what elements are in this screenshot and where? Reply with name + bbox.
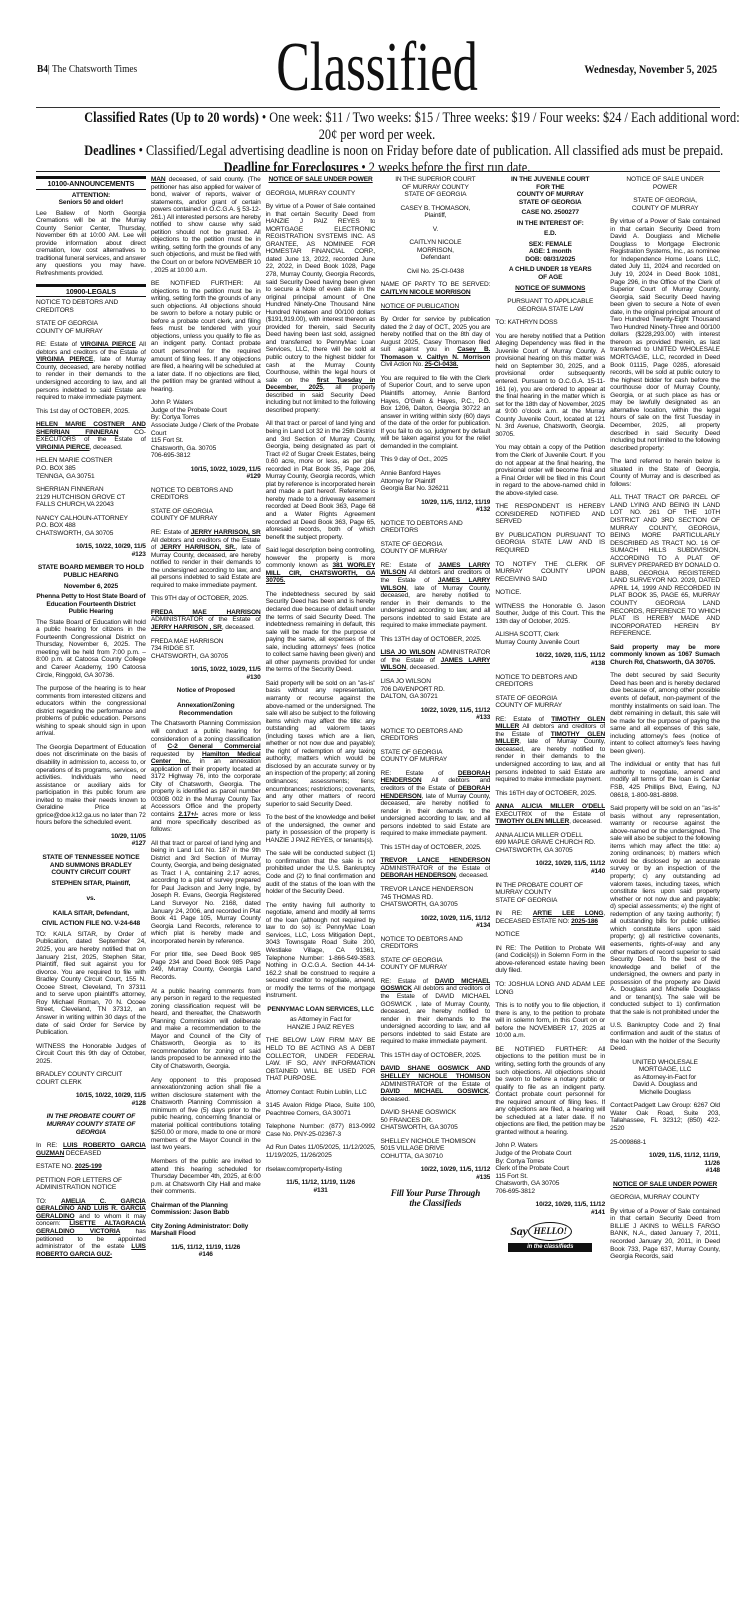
address-lines: TO: KATHRYN DOSS [495, 319, 558, 327]
notice-paragraph: This 13TH day of OCTOBER, 2025. [380, 635, 482, 643]
address-lines: NOTICE [495, 931, 520, 939]
notice-paragraph: THE RESPONDENT IS HEREBY CONSIDERED NOTIFIED AND SERVED [495, 503, 606, 526]
notice-paragraph: WITNESS the Honorable Judges of Circuit Court this 9th day of October, 2025. [36, 1042, 146, 1065]
address-lines: STATE OF GEORGIA COUNTY OF MURRAY [150, 507, 218, 523]
bold-name: TIMOTHY GLEN MILLER [495, 818, 570, 826]
bold-name: 25-CI-0438. [424, 361, 459, 369]
notice-paragraph: The entity having full authority to negotiate, amend and modify all terms of the loan (although not required by law to do so) is: PennyMac Loan Services, LLC, Loss Mitigation Dept., 3043 Townsgate Road Suite 200, Westlake Village, CA 91361, Telephone Number: 1-866-549-3583. Nothing in O.C.G.A. Section 44-14-162.2 shall be construed to require a secured creditor to negotiate, amend, or modify the terms of the mortgage instrument. [265, 901, 376, 1000]
rates-banner [20, 110, 740, 176]
address-lines: SHERRIAN FINNERAN 2129 HUTCHISON GROVE CT FALLS CHURCH,VA 22043 [36, 486, 126, 509]
address-lines: STATE OF GEORGIA COUNTY OF MURRAY [36, 320, 103, 335]
notice-heading: STEPHEN SITAR, Plaintiff, vs. KAILA SITAR, Defendant, [51, 879, 131, 917]
notice-paragraph: 3145 Avalon Ridge Place, Suite 100, Peachtree Corners, GA 30071 [265, 1102, 376, 1117]
centered-text: Civil No. 25-CI-0438 [406, 267, 464, 275]
run-dates: 10/22, 10/29, 11/5, 11/12 #134 [420, 914, 491, 930]
address-lines: BRADLEY COUNTY CIRCUIT COURT CLERK [36, 1071, 123, 1086]
notice-heading: NOTICE OF SUMMONS [515, 284, 586, 292]
text-run: acres more or less and more specifically described as follows: [150, 811, 261, 834]
notice-paragraph [36, 421, 146, 451]
text-run: , late of Murray County, deceased, are hereby notified to render in their demands to the undersigned according to law, and all persons indebted to said Estate are required to make immediate payment. [495, 738, 606, 784]
text-run: , DECEASED ESTATE NO: [495, 910, 606, 925]
column-3 [266, 176, 376, 1597]
notice-paragraph: The Georgia Department of Education does not discriminate on the basis of disability in admission to, access to, or operations of its programs, services, or activities. Individuals who need assistance or auxiliary aids for participation in this public forum are invited to make their needs known to Geraldine Price at gprice@doe.k12.ga.us no later than 72 hours before the scheduled event. [36, 743, 146, 827]
address-lines: NOTICE TO DEBTORS AND CREDITORS [36, 299, 119, 314]
notice-paragraph: This 1st day of OCTOBER, 2025. [36, 407, 130, 415]
notice-paragraph: Said property may be more commonly known as 1067 Sumach Church Rd, Chatsworth, GA 30705. [610, 643, 720, 666]
notice-heading: ATTENTION: Seniors 50 and older! [58, 191, 124, 207]
address-lines: 25-009868-1 [610, 1138, 647, 1146]
deadlines-text: • Classified/Legal advertising deadline is noon on Friday before date of publication. All classified ads must be prepaid. [135, 143, 724, 159]
bold-name: VIRGINIA PIERCE [36, 356, 94, 364]
text-run: ESTATE NO. [36, 1163, 75, 1171]
text-run: , late of Murray County, deceased, are hereby notified to render in their demands to the undersigned according to law, and all persons indebted to said Estate are required to make immediate payment. [150, 544, 261, 589]
page-number: B4 [37, 63, 48, 75]
notice-paragraph: The debt secured by said Security Deed has been and is hereby declared due because of, among other possible events of default, non-payment of the monthly installments on said loan. The debt remaining in default, this sale will be made for the purpose of paying the same and all expenses of this sale, including attorney's fees (notice of intent to collect attorney's fees having been given). [610, 672, 720, 755]
notice-paragraph [36, 1163, 146, 1171]
notice-paragraph [380, 857, 490, 880]
bold-name: ANNA ALICIA MILLER O'DELL [495, 803, 606, 811]
notice-paragraph: BY PUBLICATION PURSUANT TO GEORGIA STATE LAW AND IS REQUIRED [495, 531, 606, 554]
text-run: RE: Estate of [36, 341, 81, 349]
notice-paragraph: This 9TH day of OCTOBER, 2025. [150, 595, 249, 603]
bold-name: C-2 General Commercial [167, 743, 261, 751]
text-run: All debtors and creditors of the Estate of DAVID MICHAEL GOSWICK , late of Murray County, deceased, are hereby notified to render in their demands to the undersigned according to law, and all persons indebted to said Estate are required to make immediate payment. [380, 985, 491, 1046]
notice-paragraph [495, 716, 605, 784]
bold-name: DEBORAH HENDERSON [380, 785, 491, 800]
notice-paragraph [151, 176, 261, 274]
text-run: ADMINISTRATOR of the Estate of [380, 1080, 491, 1088]
run-dates: 10/29, 11/5, 11/12, 11/19 #132 [421, 498, 491, 514]
run-dates: 10/22, 10/29, 11/5, 11/12 #133 [420, 706, 491, 722]
notice-heading: IN THE INTEREST OF: [516, 219, 584, 227]
text-run: RE: Estate of [380, 769, 458, 777]
text-run: EXECUTRIX of the Estate of [495, 810, 606, 818]
notice-paragraph [380, 649, 490, 672]
notice-paragraph: THE BELOW LAW FIRM MAY BE HELD TO BE ACTING AS A DEBT COLLECTOR, UNDER FEDERAL LAW. IF SO, ANY INFORMATION OBTAINED WILL BE USED FOR THAT PURPOSE. [265, 1037, 376, 1083]
notice-paragraph: WITNESS the Honorable G. Jason Souther, Judge of this Court. This the 13th day of October, 2025. [495, 602, 606, 625]
text-run: Said legal description being controlling, however the property is more commonly known as [265, 547, 376, 570]
bold-name: LISA JO WILSON [380, 649, 436, 657]
rates-label: Classified Rates (Up to 20 words) [84, 110, 259, 126]
text-run: , late of Murray County, deceased, are hereby notified to render in their demands to the undersigned according to law, and all persons indebted to said Estate are required to make immediate payment. [380, 792, 491, 838]
promo-ad-purse: Fill Your Purse Through the Classifieds [390, 1187, 481, 1208]
text-run: ADMINISTRATOR of the Estate of [380, 649, 491, 664]
address-lines: ANNA ALICIA MILLER O'DELL 699 MAPLE GRAVE CHURCH RD. CHATSWORTH, GA 30705 [495, 831, 596, 854]
centered-text: STATE OF GEORGIA, COUNTY OF MURRAY [631, 197, 699, 212]
run-dates: 10/29, 11/05 #127 [110, 832, 146, 848]
notice-paragraph: The purpose of the hearing is to hear comments from interested citizens and educators within the congressional district regarding the performance and problems of public education. Persons wishing to speak should sign in upon arrival. [36, 685, 146, 738]
notice-paragraph [36, 1142, 146, 1157]
notice-paragraph [266, 203, 376, 414]
address-lines: STATE OF GEORGIA COUNTY OF MURRAY [380, 540, 448, 556]
bold-name: DAVID MICHAEL GOSWICK [380, 977, 491, 993]
signature-line: City Zoning Administrator: Dolly Marshall Flood [150, 1222, 249, 1238]
text-run: , late of Murray County, deceased, are hereby notified to render in their demands to the undersigned according to law, and all persons indebted to said Estate are required to make immediate payment. [36, 356, 146, 402]
run-dates: 10/22, 10/29, 11/5, 11/12 #141 [535, 1201, 606, 1216]
centered-text: as Attorney in Fact for HANZIE J PAIZ REYES [286, 1016, 355, 1031]
bold-name: TREVOR LANCE HENDERSON [380, 857, 491, 865]
text-run: IN RE: [495, 910, 533, 918]
text-run: RE: Estate of [495, 715, 552, 723]
run-dates: 11/5, 11/12, 11/19, 11/26 #146 [171, 1243, 241, 1259]
text-run: TO: [36, 1197, 61, 1205]
text-run: , all property described in said Security Deed including but not limited to the following described property: [265, 384, 376, 414]
address-lines: NANCY CALHOUN-ATTORNEY P.O. BOX 488 CHATSWORTH, GA 30705 [36, 514, 128, 537]
notice-paragraph: By virtue of a Power of Sale contained in that certain Security Deed from BILLIE J AKINS to WELLS FARGO BANK, N.A., dated January 7, 2011, recorded January 20, 2011, in Deed Book 733, Page 637, Murray County, Georgia Records, said [610, 1207, 720, 1261]
notice-paragraph [380, 562, 490, 630]
notice-paragraph: Lee Ballew of North Georgia Cremations will be at the Murray County Senior Center, Thursday, November 6th at 10:00 AM. Lee will provide information about direct cremation, low cost alternatives to traditional funeral services, and answer any questions you may have. Refreshments provided. [36, 209, 146, 278]
text-run: By Order for service by publication dated the 2 day of OCT., 2025 you are hereby notified that on the 8th day of August 2025, Casey Thomason filed suit against you in [380, 316, 491, 354]
text-run: NAME OF PARTY TO BE SERVED: [380, 281, 491, 289]
notice-heading: PENNYMAC LOAN SERVICES, LLC [267, 1005, 374, 1013]
address-lines: NOTICE TO DEBTORS AND CREDITORS [150, 486, 233, 502]
text-run: RE: Estate of [380, 977, 435, 985]
rates-text: • One week: $11 / Two weeks: $15 / Three weeks: $19 / Four weeks: $24 / Each additional word: [258, 110, 740, 126]
text-run: , late of Murray County, deceased, are hereby notified to render in their demands to the undersigned according to law, and all persons indebted to said Estate are required to make immediate payment. [380, 584, 491, 630]
notice-paragraph [380, 770, 490, 838]
text-run: , deceased. [455, 872, 489, 880]
notice-paragraph: The indebtedness secured by said Security Deed has been and is hereby declared due because of default under the terms of said Security Deed. The indebtedness remaining in default, this sale will be made for the purpose of paying the same, all expenses of the sale, including attorneys' fees (notice to collect same having been given) and all other payments provided for under the terms of the Security Deed. [265, 590, 376, 674]
run-dates: 10/15, 10/22, 10/29, 11/5 #130 [190, 666, 261, 681]
newspaper-name: The Chatsworth Times [51, 63, 138, 75]
text-run: ADMINISTRATOR of the Estate of [380, 864, 491, 872]
run-dates: 10/15, 10/22, 10/29, 11/5 #129 [190, 465, 261, 481]
text-run: Civil Action No. [380, 361, 425, 369]
notice-paragraph: TO NOTIFY THE CLERK OF MURRAY COUNTY UPON RECEIVING SAID [495, 560, 606, 583]
column-2 [151, 176, 261, 1597]
bold-name: 2025-186 [571, 917, 598, 925]
notice-heading: IN THE PROBATE COURT OF MURRAY COUNTY STATE OF GEORGIA [46, 1113, 136, 1136]
bold-name: JAMES LARRY WILSON [380, 561, 491, 577]
notice-paragraph: IN RE: The Petition to Probate Will (and Codicil(s)) in Solemn Form in the above-referenced estate having been duly filed. [495, 944, 606, 975]
column-5 [495, 176, 605, 1597]
address-lines: SHELLEY NICHOLE THOMISON 5015 VILLAGE DRIVE COHUTTA, GA 30710 [380, 1137, 476, 1160]
signature-line: Chairman of the Planning Commission: Jason Babb [150, 1201, 230, 1217]
notice-heading: E.D. [544, 230, 557, 238]
notice-heading: CIVIL ACTION FILE NO. V-24-648 [41, 920, 141, 928]
notice-paragraph [151, 720, 261, 833]
address-lines: DAVID SHANE GOSWICK 50 FRANCES DR. CHATSWORTH, GA 30705 [380, 1109, 458, 1132]
bold-name: 381 WORLEY MILL CIR, CHATSWORTH, GA 30705. [265, 562, 376, 585]
notice-paragraph: For prior title, see Deed Book 985 Page 234 and Deed Book 985 Page 249, Murray County, Georgia Land Records. [150, 951, 261, 981]
notice-paragraph: At a public hearing comments from any person in regard to the requested zoning classification request will be heard, and thereafter, the Chatsworth Planning Commission will deliberate and make a recommendation to the Mayor and Council of the City of Chatsworth, Georgia as to its recommendation for zoning of said lands proposed to be annexed into the City of Chatsworth, Georgia. [150, 987, 261, 1070]
foreclosure-label: Deadline for Foreclosures [223, 159, 359, 176]
page-folio: B4| The Chatsworth Times [37, 63, 138, 75]
notice-paragraph: Said property will be sold on an "as-is" basis without any representation, warranty or recourse against the above-named or the undersigned. The sale will also be subject to the following items which may affect the title: a) zoning ordinances; b) matters which would be disclosed by an accurate survey or by an inspection of the property; c) any outstanding ad valorem taxes, including taxes, which constitute liens upon said property whether or not now due and payable; d) special assessments; e) the right of redemption of any taxing authority; f) all outstanding bills for public utilities which constitute liens upon said property; g) all restrictive covenants, easements, rights-of-way and any other matters of record superior to said Security Deed. To the best of the knowledge and belief of the undersigned, the owners and party in possession of the property are David A. Douglass and Michelle Douglass and or tenant(s). The sale will be conducted subject to 1) confirmation that the sale is not prohibited under the [610, 805, 720, 1016]
text-run: All debtors and creditors of the Estate of [380, 569, 491, 584]
address-lines: GEORGIA, MURRAY COUNTY [265, 189, 356, 197]
bold-name: JERRY HARRISON , SR [150, 623, 222, 631]
foreclosure-line [84, 160, 669, 177]
notice-paragraph: All that tract or parcel of land lying and being in Land Lot No. 187 in the 9th District and 3rd Section of Murray County, Georgia, and being designated as Tract I A, containing 2.17 acres, according to a plat of survey prepared for Paul Jackson and Jerry Ingle, by Joseph R. Evans, Georgia Registered Land Surveyor No. 2168, dated January 24, 2006, and recorded in Plat Book 41 Page 105, Murray County Georgia Land Records, reference to which plat is hereby made and incorporated herein by reference. [150, 839, 261, 945]
notice-paragraph: This is to notify you to file objection, if there is any, to the petition to probate will in solemn form, in this Court on or before the NOVEMBER 17, 2025 at 10:00 a.m. [495, 1002, 606, 1040]
address-lines: ALISHA SCOTT, Clerk Murray County Juvenile Court [495, 631, 580, 646]
centered-text: V. [432, 225, 439, 233]
notice-heading: A CHILD UNDER 18 YEARS OF AGE [508, 266, 592, 282]
bold-name: Hamilton Medical Center Inc. [150, 750, 261, 766]
text-run: In RE: [36, 1142, 63, 1150]
notice-paragraph: Said property will be sold on an "as-is" basis without any representation, warranty or recourse against the above-named or the undersigned. The sale will also be subject to the following items which may affect the title: any outstanding ad valorem taxes (including taxes which are a lien, whether or not now due and payable); the right of redemption of any taxing authority; matters which would be disclosed by an accurate survey or by an inspection of the property; all zoning ordinances; assessments; liens; encumbrances; restrictions; covenants, and any other matters of record superior to said Security Deed. [265, 679, 376, 808]
notice-paragraph: Members of the public are invited to attend this hearing scheduled for Thursday December 4th, 2025, at 6:00 p.m. at Chatsworth City Hall and make their comments. [150, 1157, 261, 1196]
notice-paragraph: You are hereby notified that a Petition Alleging Dependency was filed in the Juvenile Court of Murray County. A provisional hearing on this matter was held on September 30, 2025, and a provisional order subsequently entered. Pursuant to O.C.G.A. 15-11-161 (e), you are ordered to appear at the final hearing in the matter which is set for the 18th day of November, 2025 at 9:00 o'clock a.m. at the Murray County Juvenile Court, located at 121 N. 3rd Avenue, Chatsworth, Georgia. 30705. [495, 332, 606, 438]
text-run: The Chatsworth Planning Commission will conduct a public hearing for consideration of a zoning classification of [150, 720, 261, 751]
address-lines: STATE OF GEORGIA COUNTY OF MURRAY [380, 956, 448, 972]
deadlines-line [84, 143, 724, 160]
notice-subheading: NOTICE OF PUBLICATION [380, 302, 460, 310]
notice-paragraph [380, 281, 490, 296]
notice-heading: CASE NO. 2500277 [521, 209, 579, 217]
notice-paragraph: TO: KAILA SITAR, by Order of Publication, dated September 24, 2025, you are hereby notified that on January 21st, 2025, Stephen Sitar, Plaintiff, filed suit against you for divorce. You are required to file with Bradley County Circuit Court, 155 N. Ocoee Street, Cleveland, Tn 37311 and to serve upon plaintiff's attorney, Roy Michael Roman, 70 N. Ocoee Street, Cleveland, TN 37312, an Answer in writing within 30 days of the date of said Order for Service by Publication. [36, 930, 146, 1037]
run-dates: 11/5, 11/12, 11/19, 11/26 #131 [286, 1179, 355, 1194]
notice-heading: STATE OF TENNESSEE NOTICE AND SUMMONS BRADLEY COUNTY CIRCUIT COURT [42, 854, 140, 877]
notice-heading: IN THE JUVENILE COURT FOR THE COUNTY OF MURRAY STATE OF GEORGIA [511, 176, 590, 206]
bold-name: TIMOTHY GLEN MILLER [495, 730, 606, 746]
notice-paragraph: BE NOTIFIED FURTHER: All objections to the petition must be in writing, setting forth the grounds of any such objections. All objections should be sworn to before a notary public or qualify to file as an indigent party. Contact probate court personnel for the required amount of filing fees. If any objections are filed, a hearing will be scheduled at a later date. If no objections are filed, the petition may be granted without a hearing. [495, 1045, 606, 1136]
bold-name: 2.17+/- [178, 811, 199, 819]
text-run: and to whom it may concern: [36, 1212, 146, 1228]
notice-paragraph: BE NOTIFIED FURTHER: All objections to the petition must be in writing, setting forth the grounds of any such objections. All objections should be sworn to before a notary public or before a probate court clerk, and filing fees must be tendered with your objections, unless you qualify to file as an indigent party. Contact probate court personnel for the required amount of filing fees. If any objections are filed, a hearing will be scheduled at a later date. If no objections are filed, the petition may be granted without a hearing. [150, 280, 261, 393]
bold-name: first Tuesday in December, 2025 [265, 376, 376, 392]
notice-paragraph [151, 609, 261, 632]
notice-paragraph: TO: JOSHUA LONG AND ADAM LEE LONG [495, 981, 606, 996]
notice-paragraph: This 9 day of Oct., 2025 [380, 456, 448, 464]
address-lines: PETITION FOR LETTERS OF ADMINISTRATION NOTICE [36, 1176, 122, 1192]
notice-paragraph: The land referred to herein below is situated in the State of Georgia, County of Murray and is described as follows: [610, 458, 720, 488]
address-lines: NOTICE TO DEBTORS AND CREDITORS [380, 935, 463, 951]
bold-name: JERRY HARRISON, SR. [160, 544, 236, 552]
text-run: has petitioned to be appointed administrator of the estate [36, 1227, 146, 1251]
address-lines: STATE OF GEORGIA COUNTY OF MURRAY [495, 694, 563, 710]
notice-paragraph [380, 1065, 490, 1103]
notice-paragraph [495, 910, 605, 925]
notice-heading: Notice of Proposed Annexation/Zoning Recommendation [176, 687, 235, 717]
notice-heading: SEX: FEMALE AGE: 1 month DOB: 08/31/2025 [525, 240, 576, 263]
section-header: 10900-LEGALS [36, 284, 146, 298]
bold-name: DAVID SHANE GOSWICK AND SHELLEY NICHOLE THOMISON [380, 1065, 491, 1080]
notice-paragraph [380, 316, 490, 369]
address-lines: NOTICE TO DEBTORS AND CREDITORS [495, 673, 578, 689]
notice-paragraph: To the best of the knowledge and belief of the undersigned, the owner and party in possession of the property is HANZIE J PAIZ REYES, or tenants(s). [265, 814, 376, 844]
say-text: Say [510, 1224, 528, 1239]
notice-paragraph: The sale will be conducted subject (1) to confirmation that the sale is not prohibited under the U.S. Bankruptcy Code and (2) to final confirmation and audit of the status of the loan with the holder of the Security Deed. [265, 850, 376, 896]
notice-paragraph: ALL THAT TRACT OR PARCEL OF LAND LYING AND BEING IN LAND LOT NO. 261 OF THE 10TH DISTRICT AND 3RD SECTION OF MURRAY COUNTY, GEORGIA, BEING MORE PARTICULARLY DESCRIBED AS TRACT NO. 16 OF SUMACH HILLS SUBDIVISION, ACCORDING TO A PLAT OF SURVEY PREPARED BY DONALD O. BABB, GEORGIA REGISTERED LAND SURVEYOR NO. 2029, DATED APRIL 14, 1999 AND RECORDED IN PLAT BOOK 35, PAGE 65, MURRAY COUNTY GEORGIA LAND RECORDS, REFERENCE TO WHICH PLAT IS HEREBY MADE AND INCORPORATED HEREIN BY REFERENCE. [610, 494, 720, 638]
text-run: CO-EXECUTORS of the Estate of [36, 428, 146, 444]
hello-bubble: HELLO! [528, 1222, 572, 1241]
bold-name: DAVID MICHAEL GOSWICK [380, 1088, 489, 1096]
bold-name: ARTIE LEE LONG [532, 910, 604, 918]
notice-paragraph: Telephone Number: (877) 813-0992 Case No. PNY-25-02367-3 [265, 1123, 376, 1138]
text-run: , deceased. [380, 1088, 491, 1103]
bold-name: VIRGINIA PIERCE [36, 443, 90, 451]
run-dates: 10/22, 10/29, 11/5, 11/12 #140 [535, 860, 606, 876]
bold-name: AMELIA C. GARCIA GERALDINO AND LUIS R. GARCIA GERALDINO [36, 1197, 146, 1220]
bold-name: JAMES LARRY WILSON [380, 656, 491, 672]
address-lines: IN THE PROBATE COURT OF MURRAY COUNTY STATE OF GEORGIA [495, 881, 583, 904]
notice-heading: STATE BOARD MEMBER TO HOLD PUBLIC HEARING [37, 564, 144, 579]
run-dates: 10/15, 10/22, 10/29, 11/5 #128 [75, 1092, 146, 1107]
centered-text: CAITLYN NICOLE MORRISON, Defendant [409, 239, 462, 262]
text-run: , deceased. [89, 443, 123, 451]
address-lines: rlselaw.com/property-listing [265, 1165, 342, 1173]
bold-name: FREDA MAE HARRISON [150, 608, 261, 616]
bold-name: DEBORAH HENDERSON [380, 769, 491, 785]
address-lines: John P. Waters Judge of the Probate Court By: Cortya Torres Clerk of the Probate Court 115 Fort St. Chatsworth, GA 30705 706-695-3812 [495, 1142, 572, 1195]
text-run: All debtors and creditors of the Estate of [495, 723, 606, 738]
centered-text: PURSUANT TO APPLICABLE GEORGIA STATE LAW [507, 298, 594, 313]
notice-paragraph [36, 1198, 146, 1258]
bold-name: 2025-199 [74, 1163, 102, 1171]
header-divider [36, 107, 720, 108]
notice-paragraph: NOTICE. [495, 589, 522, 597]
bold-name: HELEN MARIE COSTNER AND SHERRIAN FINNERAN [36, 421, 146, 436]
text-run: RE: Estate of [380, 561, 439, 569]
text-run: All debtors and creditors of the Estate of [380, 777, 491, 792]
text-run: , deceased. [221, 623, 255, 631]
bold-name: JERRY HARRISON, SR [190, 528, 261, 536]
address-lines: NOTICE TO DEBTORS AND CREDITORS [380, 727, 463, 743]
notice-paragraph: Contact:Padgett Law Group: 6267 Old Water Oak Road, Suite 203, Tallahassee, FL 32312; (850) 422-2520 [610, 1102, 720, 1132]
bold-name: LUIS ROBERTO GARCIA GUZ- [36, 1243, 146, 1258]
column-4 [380, 176, 490, 1597]
notice-heading: NOTICE OF SALE UNDER POWER [268, 176, 373, 183]
classified-columns [36, 176, 720, 1597]
section-title: Classified [276, 29, 478, 106]
promo-ad-hello [508, 1222, 592, 1252]
deadlines-label: Deadlines [84, 143, 136, 159]
run-dates: 10/22, 10/29, 11/5, 11/12 #135 [420, 1166, 491, 1181]
centered-text: IN THE SUPERIOR COURT OF MURRAY COUNTY STATE OF GEORGIA [395, 176, 476, 199]
notice-heading: NOTICE OF SALE UNDER POWER [612, 1180, 718, 1188]
notice-heading: November 6, 2025 [63, 582, 118, 590]
notice-paragraph: All that tract or parcel of land lying and being in Land Lot 32 in the 25th District and 3rd Section of Murray County, Georgia, being designated as part of Tract #2 of Sugar Creek Estates, being 0.60 acre, more or less, as per plat recorded in Plat Book 35, Page 206, Murray County, Georgia records, which plat by reference is incorporated herein and made a part hereof. Reference is hereby made to a driveway easement recorded at Deed Book 363, Page 68 and a Water Rights Agreement recorded at Deed Book 363, Page 65, aforesaid records, both of which benefit the subject property. [265, 420, 376, 541]
address-lines: John P. Waters Judge of the Probate Court By: Cortya Torres Associate Judge / Clerk of the Probate Court 115 Fort St. Chatsworth, Ga. 30705 706-695-3812 [150, 399, 259, 460]
notice-paragraph: This 16TH day of OCTOBER, 2025. [495, 789, 597, 797]
bold-name: DEBORAH HENDERSON [380, 872, 456, 880]
notice-paragraph: This 15TH day of OCTOBER, 2025. [380, 843, 482, 851]
text-run: in an annexation application of their property located at 3172 Highway 76, into the corporate City of Chatsworth, Georgia. The property is identified as parcel number 0030B 002 in the Murray County Tax Accessors Office and the property contains [150, 758, 261, 819]
address-lines: STATE OF GEORGIA COUNTY OF MURRAY [380, 748, 448, 764]
bold-name: MAN [150, 176, 166, 183]
notice-paragraph: You are required to file with the Clerk of Superior Court, and to serve upon Plaintiffs attorney, Annie Banford Hayes, O'Gwin & Hayes, P.C., P.O. Box 1206, Dalton, Georgia 30722 an answer in writing within sixty (60) days of the date of the order for publication. If you fail to do so, judgment by default will be taken against you for the relief demanded in the complaint. [380, 374, 491, 450]
notice-paragraph: U.S. Bankruptcy Code and 2) final confirmation and audit of the status of the loan with the holder of the Security Deed. [610, 1022, 720, 1053]
bold-name: TIMOTHY GLEN MILLER [495, 715, 606, 731]
bold-name: Casey B. Thomason v. Caitlyn N. Morrison [380, 346, 491, 361]
section-header: 10100-ANNOUNCEMENTS [36, 176, 146, 190]
run-dates: 10/15, 10/22, 10/29, 11/5 #123 [75, 543, 146, 558]
notice-paragraph: Attorney Contact: Rubin Lublin, LLC [265, 1088, 367, 1096]
column-1 [36, 176, 146, 1597]
bold-name: LISETTE ALTAGRACIA GERALDINO VICTORIA [36, 1220, 146, 1235]
text-run: All debtors and creditors of the Estate of [36, 341, 146, 356]
foreclosure-text: • 2 weeks before the first run date. [358, 159, 531, 176]
notice-paragraph: The State Board of Education will hold a public hearing for citizens in the Fourteenth Congressional District on Thursday, November 6, 2025. The meeting will be held from 7:00 p.m. – 8:00 p.m. at Catoosa County College and Career Academy, 190 Catoosa Circle, Ringgold, GA 30736. [36, 618, 146, 679]
bold-name: JAMES LARRY WILSON [380, 576, 491, 592]
address-lines: FREDA MAE HARRISON 734 RIDGE ST. CHATSWORTH, GA 30705 [150, 637, 229, 660]
bold-name: LUIS ROBERTO GARCIA GUZMAN [36, 1142, 146, 1157]
notice-paragraph: By virtue of a Power of Sale contained in that certain Security Deed from David A. Douglass and Michelle Douglass to Mortgage Electronic Registration Systems, Inc., as nominee for Independence Home Loans LLC, dated July 11, 2024 and recorded on July 19, 2024 in Deed Book 1081, Page 296, in the Office of the Clerk of Superior Court of Murray County, Georgia, said Security Deed having been given to secure a Note of even date, in the original principal amount of Two Hundred Twenty-Eight Thousand Two Hundred Ninety-Three and 00/100 dollars ($228,293.00) with interest thereon as provided therein, as last transferred to UNITED WHOLESALE MORTGAGE, LLC, recorded in Deed Book 01115, Page 0285, aforesaid records, will be sold at public outcry to the highest bidder for cash before the courthouse door of Murray County, Georgia, or at such place as has or may be lawfully designated as an alternative location, within the legal hours of sale on the first Tuesday in December, 2025, all property described in said Security Deed including but not limited to the following described property: [610, 218, 720, 452]
notice-heading: Phenna Petty to Host State Board of Education Fourteenth District Public Hearing [36, 593, 146, 616]
notice-paragraph: You may obtain a copy of the Petition from the Clerk of Juvenile Court. If you do not appear at the final hearing, the provisional order will become final and a Final Order will be filed in this Court in regard to the above-named child in the above-styled case. [495, 444, 606, 497]
classifieds-bar: in the classifieds [508, 1243, 592, 1252]
address-lines: TREVOR LANCE HENDERSON 745 THOMAS RD. CHATSWORTH, GA 30705 [380, 886, 474, 909]
notice-paragraph: This 15TH day of OCTOBER, 2025. [380, 1051, 482, 1059]
text-run: , deceased. [569, 818, 602, 826]
text-run: deceased, of said county. (The petitioner has also applied for waiver of bond, waiver of reports, waiver of statements, and/or grant of certain powers contained in O.C.G.A. § 53-12-261.) All interested persons are hereby notified to show cause why said petition should not be granted. All objections to the petition must be in writing, setting forth the grounds of any such objections, and must be filed with the Court on or before NOVEMBER 10 , 2025 at 10:00 a.m. [150, 176, 261, 274]
notice-paragraph [36, 341, 146, 401]
text-run: RE: Estate of [150, 528, 191, 536]
text-run: All debtors and creditors of the Estate of [150, 536, 261, 552]
notice-paragraph [266, 547, 376, 585]
notice-paragraph [495, 803, 605, 826]
address-lines: LISA JO WILSON 706 DAVENPORT RD. DALTON, GA 30721 [380, 677, 445, 701]
notice-paragraph: Any opponent to this proposed annexation/zoning action shall file a written disclosure statement with the Chatsworth Planning Commission a minimum of five (5) days prior to the public hearing, concerning financial or material political contributions totaling $250.00 or more, made to one or more members of the Mayor Council in the last two years. [150, 1076, 261, 1152]
notice-paragraph: The individual or entity that has full authority to negotiate, amend and modify all terms of the loan is Cenlar FSB, 425 Phillips Blvd, Ewing, NJ 08618, 1-800-981-8898. [610, 761, 720, 799]
centered-text: UNITED WHOLESALE MORTGAGE, LLC as Attorney-in-Fact for David A. Douglass and Michelle Douglass [632, 1058, 698, 1096]
column-6 [610, 176, 720, 1597]
address-lines: GEORGIA, MURRAY COUNTY [610, 1194, 700, 1202]
run-dates: 10/29, 11/5, 11/12, 11/19, 11/26 #148 [649, 1152, 720, 1175]
notice-paragraph [151, 529, 261, 589]
address-lines: NOTICE TO DEBTORS AND CREDITORS [380, 519, 463, 535]
address-lines: Annie Banford Hayes Attorney for Plaintiff Georgia Bar No. 326211 [380, 469, 449, 493]
text-run: requested by [150, 750, 202, 758]
columns-divider [36, 171, 720, 172]
run-dates: 10/22, 10/29, 11/5, 11/12 #138 [535, 652, 606, 667]
notice-paragraph: Ad Run Dates 11/05/2025, 11/12/2025, 11/19/2025, 11/26/2025 [265, 1144, 376, 1159]
address-lines: HELEN MARIE COSTNER P.O. BOX 385 TENNGA, GA 30751 [36, 457, 113, 480]
centered-text: NOTICE OF SALE UNDER POWER [626, 176, 704, 191]
centered-text: CASEY B. THOMASON, Plaintiff, [400, 204, 471, 220]
rates-line [84, 110, 740, 127]
text-run: ADMINISTRATOR of the Estate of [150, 616, 261, 624]
rates-text-continued: 20¢ per word per week. [318, 126, 436, 143]
text-run: , deceased. [406, 664, 439, 672]
notice-paragraph [380, 978, 490, 1046]
text-run: By virtue of a Power of Sale contained in that certain Security Deed from HANZIE J PAIZ REYES to MORTGAGE ELECTRONIC REGISTRATION SYSTEMS INC. AS GRANTEE, AS NOMINEE FOR HOMESTAR FINANCIAL CORP., dated June 13, 2022, recorded June 22, 2022, in Deed Book 1028, Page 278, Murray County, Georgia Records, said Security Deed having been given to secure a Note of even date in the original principal amount of One Hundred Ninety-One Thousand Nine Hundred Nineteen and 00/100 dollars ($191,919.00), with interest thereon as provided for therein, said Security Deed having been last sold, assigned and transferred to PennyMac Loan Services, LLC, there will be sold at public outcry to the highest bidder for cash at the Murray County Courthouse, within the legal hours of sale on the [265, 203, 376, 384]
issue-date: Wednesday, November 5, 2025 [584, 62, 717, 76]
text-run: DECEASED [64, 1149, 102, 1157]
bold-name: CAITLYN NICOLE MORRISON [380, 289, 471, 297]
bold-name: VIRGINIA PIERCE [80, 341, 136, 349]
